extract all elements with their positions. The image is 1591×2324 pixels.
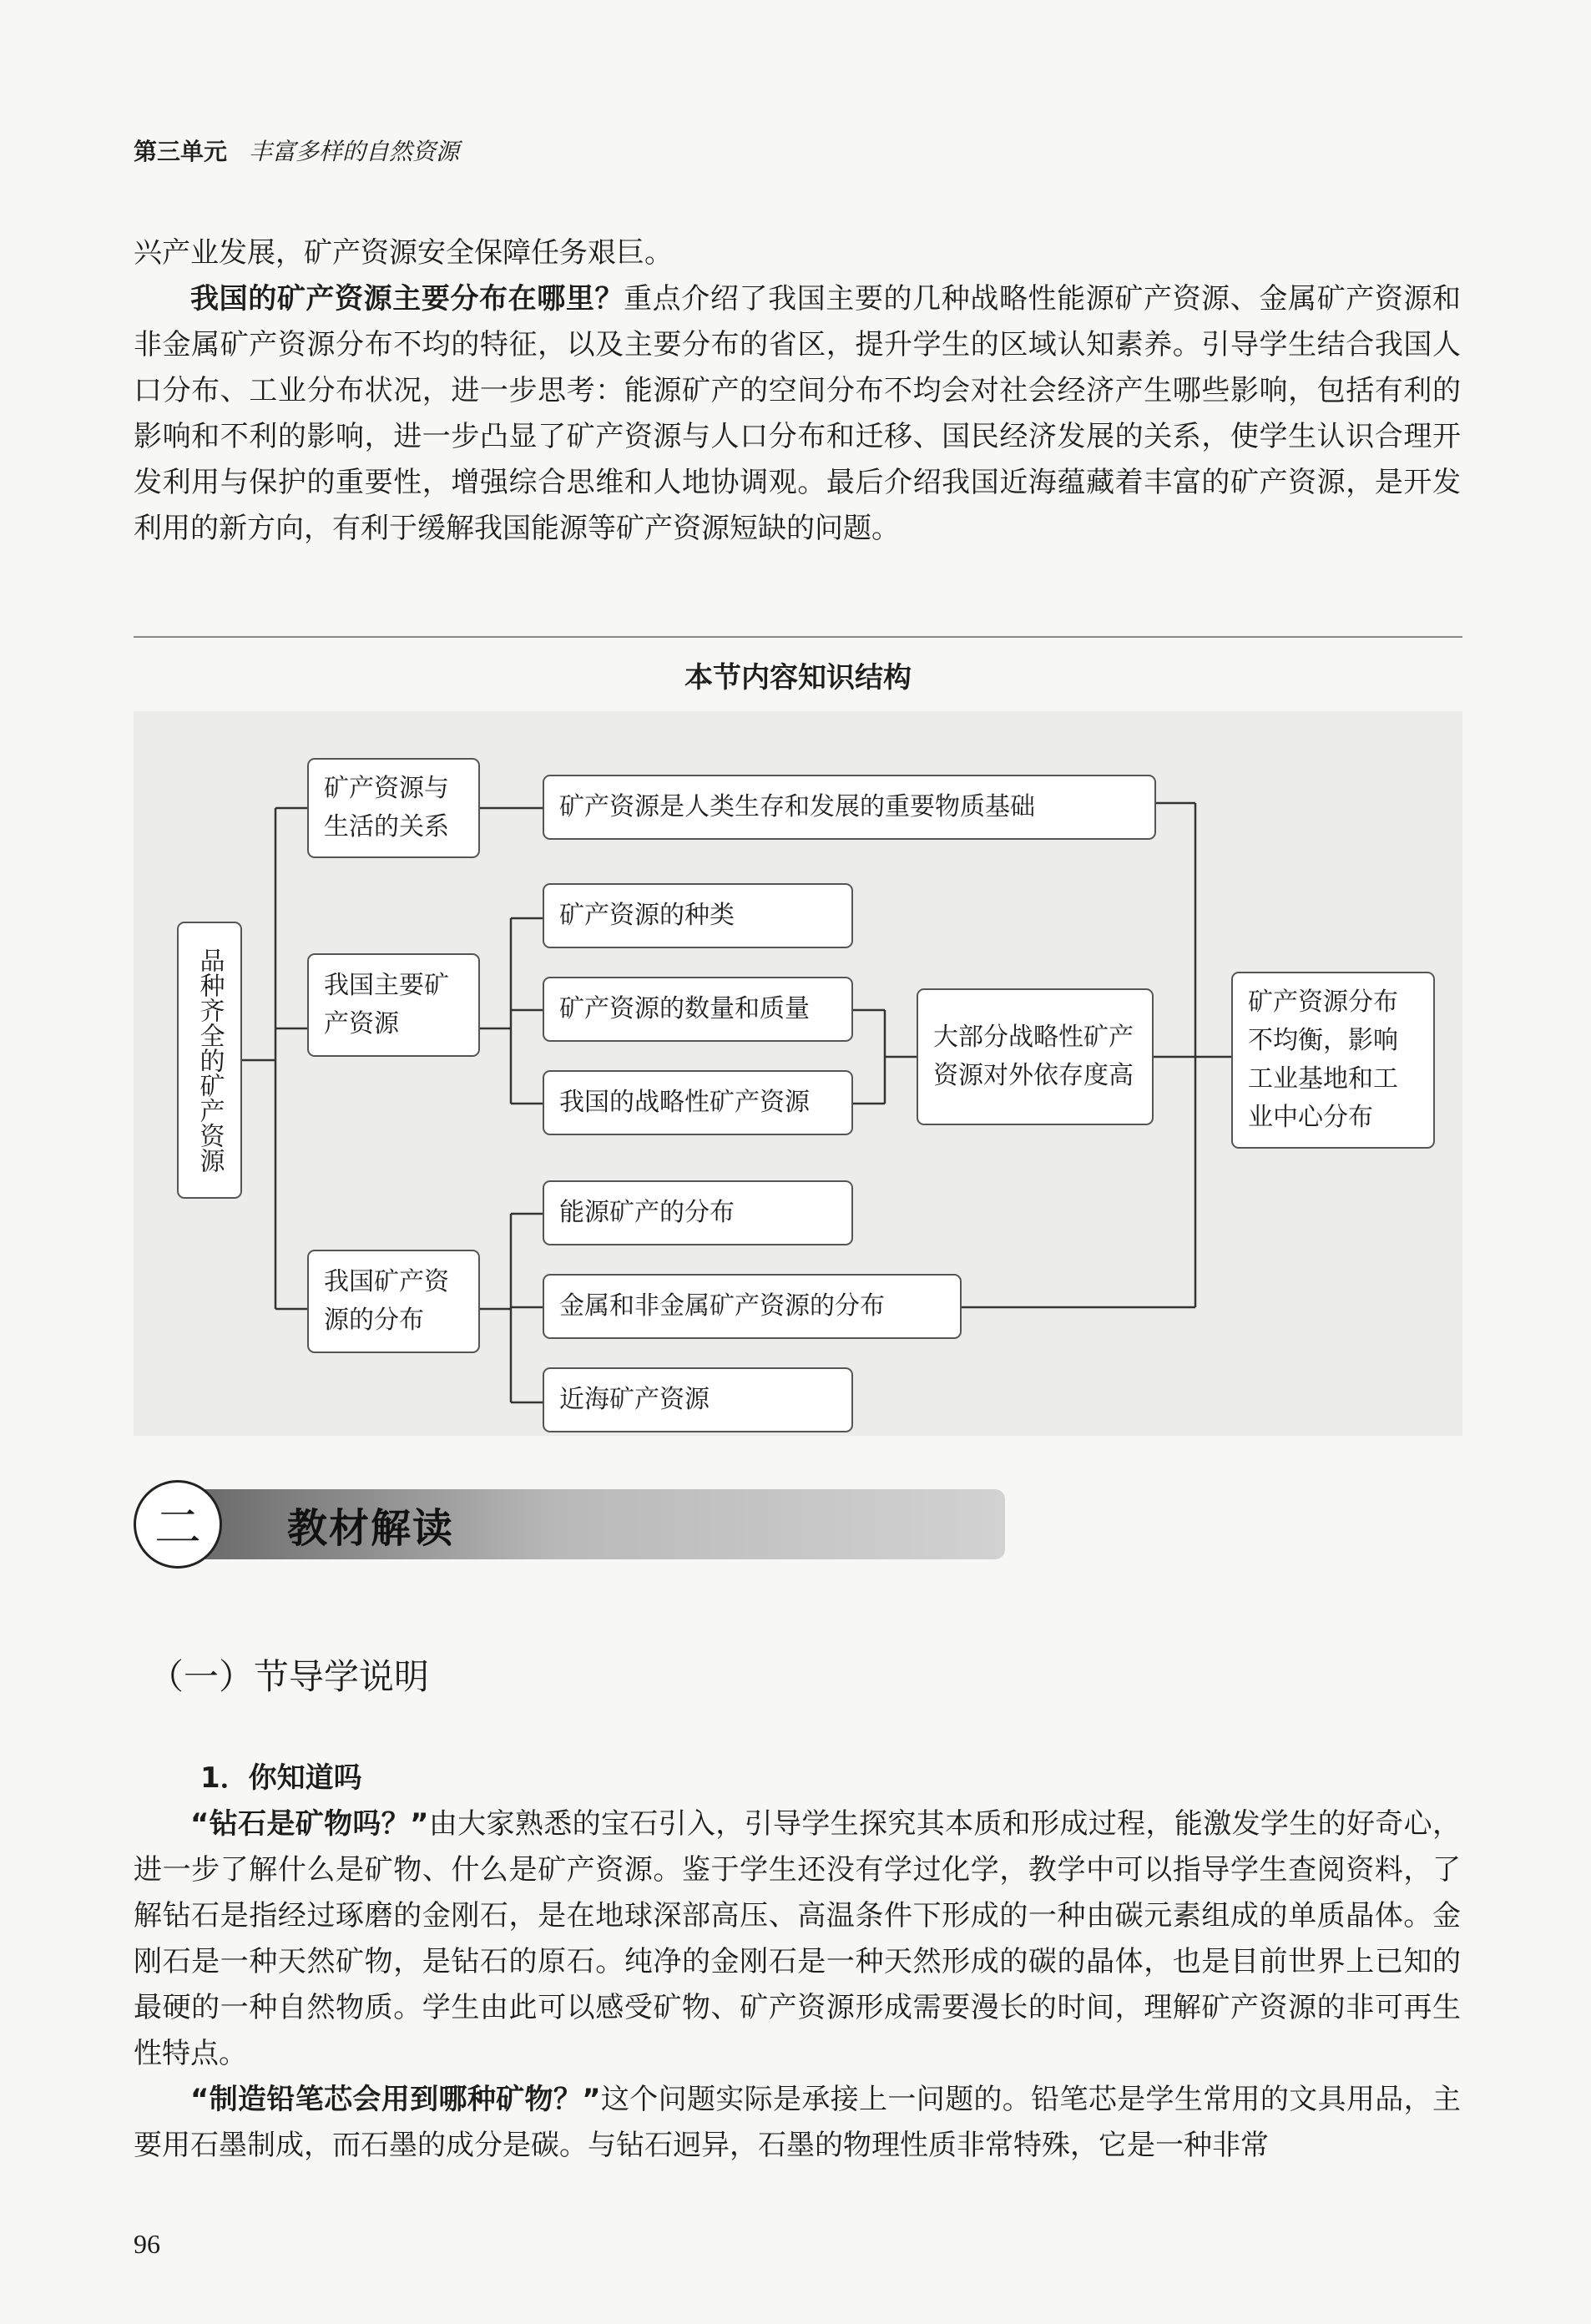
section-heading: （一）节导学说明 (149, 1656, 430, 1697)
section-banner-title: 教材解读 (287, 1504, 455, 1552)
diagram-branch-distribution: 我国矿产资源的分布 (307, 1250, 480, 1353)
body-paragraphs (134, 1801, 1461, 2169)
intro-question-text: 重点介绍了我国主要的几种战略性能源矿产资源、金属矿产资源和非金属矿产资源分布不均的特征，以及主要分布的省区，提升学生的区域认知素养。引导学生结合我国人口分布、工业分布状况，进一步思考：能源矿产的空间分布不均会对社会经济产生哪些影响，包括有利的影响和不利的影响，进一步凸显了矿产资源与人口分布和迁移、国民经济发展的关系，使学生认识合理开发利用与保护的重要性，增强综合思维和人地协调观。最后介绍我国近海蕴藏着丰富的矿产资源，是开发利用的新方向，有利于缓解我国能源等矿产资源短缺的问题。 (134, 282, 1462, 545)
body-question-pencil: “制造铅笔芯会用到哪种矿物？” (190, 2083, 601, 2116)
diagram-conclusion-node: 矿产资源分布不均衡，影响工业基地和工业中心分布 (1231, 972, 1435, 1149)
diagram-leaf-offshore: 近海矿产资源 (543, 1367, 853, 1432)
unit-title: 丰富多样的自然资源 (249, 138, 460, 165)
subsection-heading: 1．你知道吗 (200, 1761, 362, 1795)
diagram-leaf-energy: 能源矿产的分布 (543, 1180, 853, 1245)
diagram-leaf-quantity: 矿产资源的数量和质量 (543, 977, 853, 1042)
diagram-leaf-types: 矿产资源的种类 (543, 883, 853, 948)
diagram-leaf-metal: 金属和非金属矿产资源的分布 (543, 1274, 962, 1339)
body-text-diamond: 由大家熟悉的宝石引入，引导学生探究其本质和形成过程，能激发学生的好奇心，进一步了解什么是矿物、什么是矿产资源。鉴于学生还没有学过化学，教学中可以指导学生查阅资料，了解钻石是指经过琢磨的金刚石，是在地球深部高压、高温条件下形成的一种由碳元素组成的单质晶体。金刚石是一种天然矿物，是钻石的原石。纯净的金刚石是一种天然形成的碳的晶体，也是目前世界上已知的最硬的一种自然物质。学生由此可以感受矿物、矿产资源形成需要漫长的时间，理解矿产资源的非可再生性特点。 (134, 1807, 1461, 2070)
body-question-diamond: “钻石是矿物吗？” (190, 1807, 429, 1841)
body-text-pencil: 这个问题实际是承接上一问题的。铅笔芯是学生常用的文具用品，主要用石墨制成，而石墨的成分是碳。与钻石迥异，石墨的物理性质非常特殊，它是一种非常 (134, 2083, 1461, 2162)
intro-question-bold: 我国的矿产资源主要分布在哪里？ (190, 282, 624, 316)
section-number-badge: 二 (134, 1480, 222, 1569)
diagram-dependency-node: 大部分战略性矿产资源对外依存度高 (917, 988, 1154, 1125)
unit-label: 第三单元 (134, 138, 228, 165)
intro-continuation: 兴产业发展，矿产资源安全保障任务艰巨。 (134, 236, 673, 270)
diagram-branch-main: 我国主要矿产资源 (307, 953, 480, 1057)
diagram-title: 本节内容知识结构 (684, 661, 912, 695)
body-paragraph-diamond (134, 1801, 1461, 2077)
section-banner (197, 1489, 1005, 1559)
page-number: 96 (134, 2229, 160, 2259)
diagram-leaf-strategic: 我国的战略性矿产资源 (543, 1070, 853, 1135)
diagram-leaf-basis: 矿产资源是人类生存和发展的重要物质基础 (543, 775, 1156, 840)
body-paragraph-pencil (134, 2077, 1461, 2169)
diagram-branch-life: 矿产资源与生活的关系 (307, 758, 480, 858)
diagram-root-node: 品种齐全的矿产资源 (177, 922, 242, 1199)
